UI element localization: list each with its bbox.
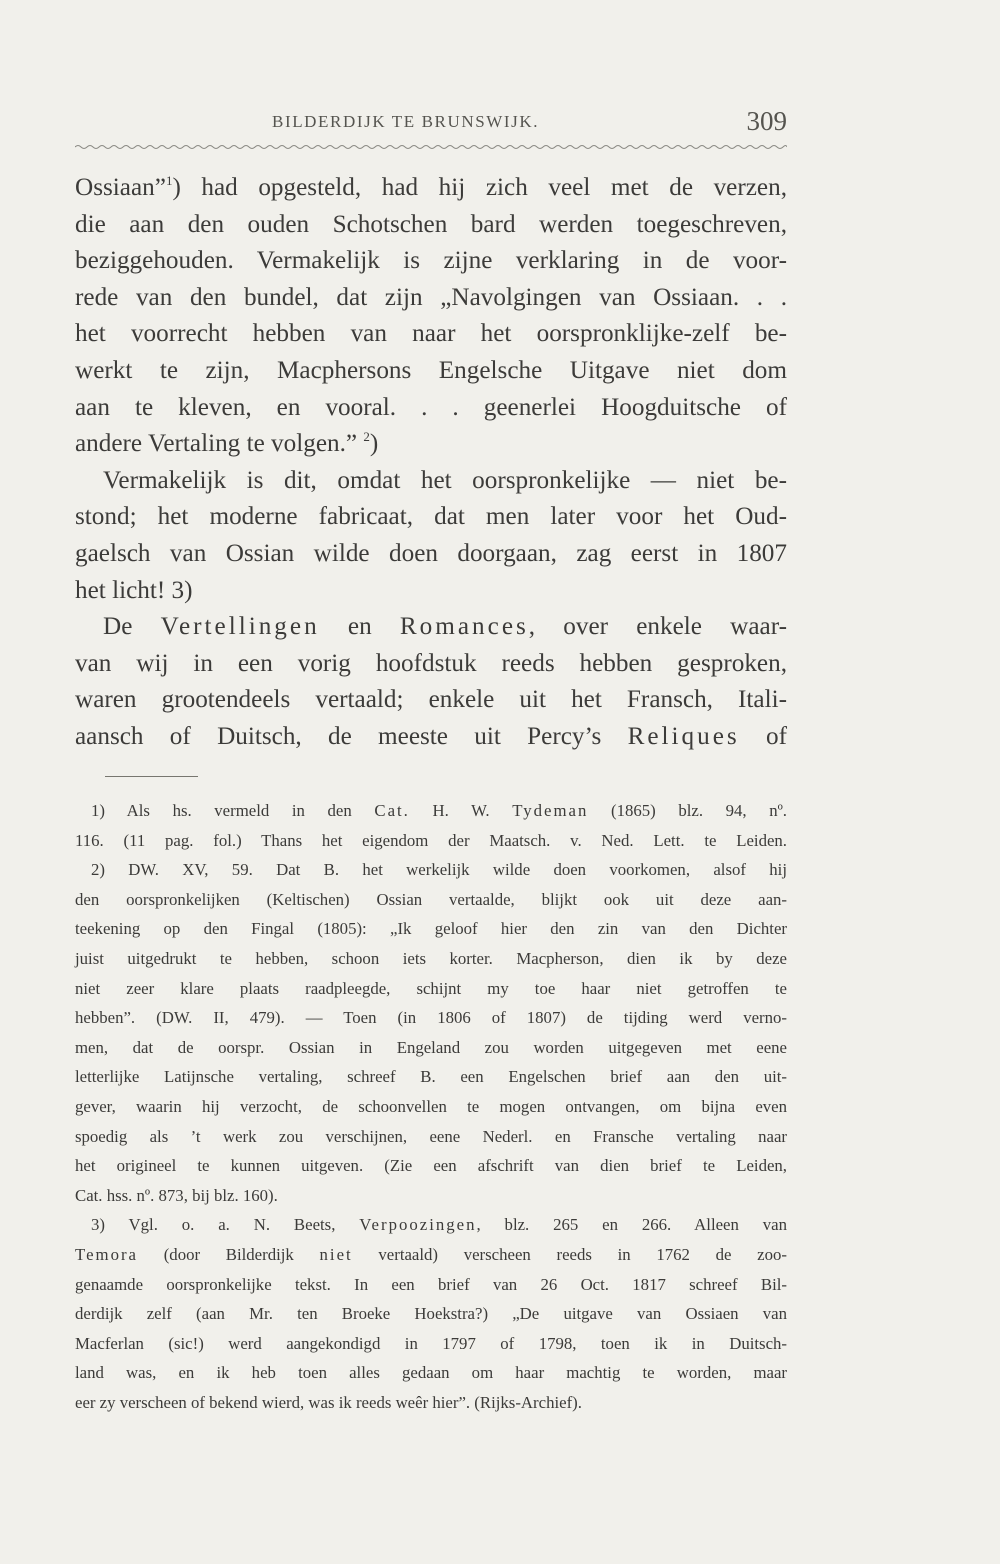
- body-text: [75, 170, 787, 756]
- page-header: [75, 106, 787, 152]
- footnote-line: het origineel te kunnen uitgeven. (Zie een afschrift van dien brief te Leiden,: [75, 1156, 787, 1176]
- wavy-rule: [75, 142, 787, 152]
- footnote-line: 3) Vgl. o. a. N. Beets, Verpoozingen, blz. 265 en 266. Alleen van: [91, 1215, 787, 1235]
- text-line: gaelsch van Ossian wilde doen doorgaan, zag eerst in 1807: [75, 539, 787, 567]
- text-line: Vermakelijk is dit, omdat het oorspronkelijke — niet be-: [103, 466, 787, 494]
- footnote-line: den oorspronkelijken (Keltischen) Ossian vertaalde, blijkt ook uit deze aan-: [75, 889, 787, 909]
- footnote-line: Temora (door Bilderdijk niet vertaald) verscheen reeds in 1762 de zoo-: [75, 1244, 787, 1264]
- footnote-line: land was, en ik heb toen alles gedaan om haar machtig te worden, maar: [75, 1363, 787, 1383]
- footnote-line: 2) DW. XV, 59. Dat B. het werkelijk wilde doen voorkomen, alsof hij: [91, 860, 787, 880]
- footnote-line: men, dat de oorspr. Ossian in Engeland zou worden uitgegeven met eene: [75, 1037, 787, 1057]
- text-line: het voorrecht hebben van naar het oorspronklijke-zelf be-: [75, 320, 787, 348]
- footnote-line: 116. (11 pag. fol.) Thans het eigendom der Maatsch. v. Ned. Lett. te Leiden.: [75, 830, 787, 850]
- footnote-line: 1) Als hs. vermeld in den Cat. H. W. Tydeman (1865) blz. 94, nº.: [91, 801, 788, 820]
- running-title: BILDERDIJK TE BRUNSWIJK.: [272, 112, 540, 131]
- text-line: rede van den bundel, dat zijn „Navolgingen van Ossiaan. . .: [75, 283, 787, 311]
- text-line: werkt te zijn, Macphersons Engelsche Uitgave niet dom: [75, 356, 787, 384]
- footnote-line: derdijk zelf (aan Mr. ten Broeke Hoekstra?) „De uitgave van Ossiaen van: [75, 1304, 787, 1324]
- footnote-line: spoedig als ’t werk zou verschijnen, eene Nederl. en Fransche vertaling naar: [75, 1126, 787, 1146]
- footnote-line: teekening op den Fingal (1805): „Ik geloof hier den zin van den Dichter: [75, 919, 787, 939]
- footnotes: [75, 796, 787, 1417]
- text-line: aansch of Duitsch, de meeste uit Percy’s Reliques of: [75, 722, 787, 750]
- text-line: het licht! 3): [75, 576, 193, 604]
- footnote-line: gever, waarin hij verzocht, de schoonvellen te mogen ontvangen, om bijna even: [75, 1096, 787, 1116]
- spaced-title: Vertellingen: [160, 613, 320, 641]
- footnote-line: eer zy verscheen of bekend wierd, was ik reeds weêr hier”. (Rijks-Archief).: [75, 1392, 582, 1412]
- spaced-title: Romances: [399, 613, 529, 641]
- footnote-line: Cat. hss. nº. 873, bij blz. 160).: [75, 1185, 278, 1205]
- text-line: andere Vertaling te volgen.” $^2$): [75, 429, 379, 458]
- footnote-line: hebben”. (DW. II, 479). — Toen (in 1806 of 1807) de tijding werd verno-: [75, 1008, 787, 1028]
- footnote-line: niet zeer klare plaats raadpleegde, schijnt my toe haar niet getroffen te: [75, 978, 787, 998]
- footnote-line: juist uitgedrukt te hebben, schoon iets korter. Macpherson, dien ik by deze: [75, 948, 787, 968]
- text-line: De Vertellingen en Romances, over enkele waar-: [103, 613, 787, 641]
- footnote-ref: 2: [363, 429, 370, 445]
- text-line: stond; het moderne fabricaat, dat men later voor het Oud-: [75, 503, 787, 531]
- text-line: aan te kleven, en vooral. . . geenerlei Hoogduitsche of: [75, 393, 787, 421]
- text-line: die aan den ouden Schotschen bard werden toegeschreven,: [75, 210, 787, 238]
- spaced-title: Reliques: [627, 722, 740, 750]
- footnote-rule: [105, 776, 198, 777]
- footnote-ref: 1: [165, 173, 173, 188]
- footnote-line: Macferlan (sic!) werd aangekondigd in 1797 of 1798, toen ik in Duitsch-: [75, 1333, 787, 1353]
- page-number: 309: [746, 106, 787, 136]
- text-line: Ossiaan”$^1$) had opgesteld, had hij zich veel met de verzen,: [75, 173, 787, 201]
- footnote-line: letterlijke Latijnsche vertaling, schreef B. een Engelschen brief aan den uit-: [75, 1067, 787, 1087]
- footnote-line: genaamde oorspronkelijke tekst. In een brief van 26 Oct. 1817 schreef Bil-: [75, 1274, 787, 1294]
- text-line: beziggehouden. Vermakelijk is zijne verklaring in de voor-: [75, 247, 787, 275]
- text-line: waren grootendeels vertaald; enkele uit het Fransch, Itali-: [75, 686, 787, 714]
- text-line: van wij in een vorig hoofdstuk reeds hebben gesproken,: [75, 649, 787, 677]
